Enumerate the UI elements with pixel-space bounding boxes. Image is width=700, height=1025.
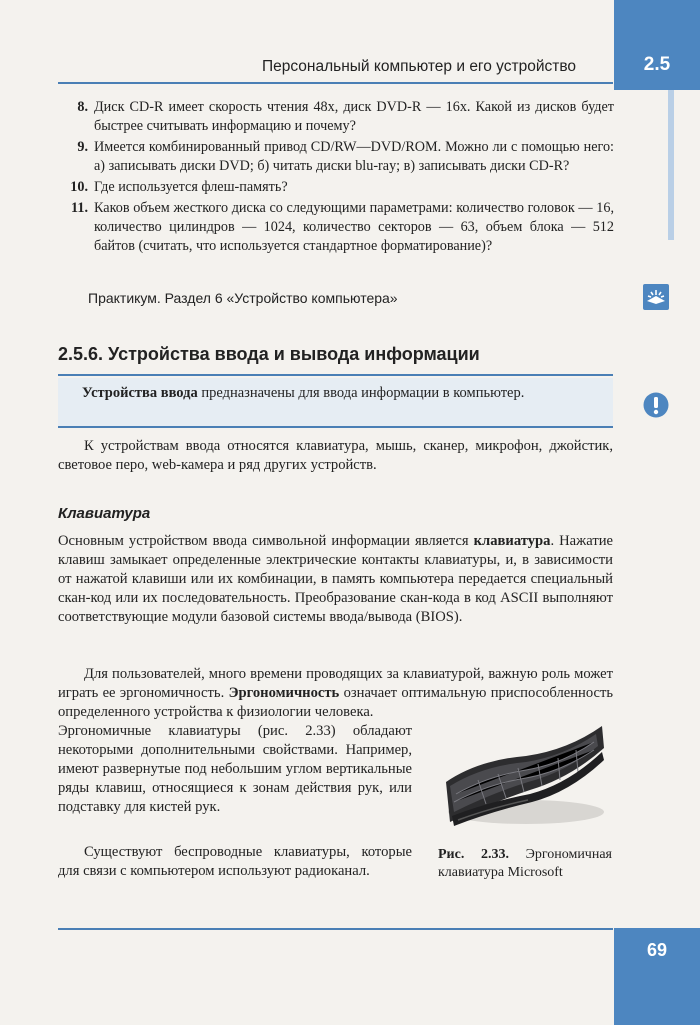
question-number: 10. bbox=[70, 179, 88, 195]
section-tab bbox=[614, 0, 700, 90]
ergonomics-paragraph-rest: означает оптимальную приспособленность определенного устройства к физиологии человека. bbox=[58, 685, 613, 720]
keyboard-paragraph-rest: . Нажатие клавиш замыкает определенные электрические контакты клавиатуры, и, в зависимости от нажатой клавиши или их комбинации, в память компьютера передается специальный скан-код или их последовательность. Преобразование скан-кода в код ASCII выполняют соответствующие модули базовой системы ввода/вывода (BIOS). bbox=[58, 533, 613, 625]
practicum-reference: Практикум. Раздел 6 «Устройство компьютера» bbox=[88, 290, 398, 306]
page-number-tab bbox=[614, 928, 700, 1025]
question-item bbox=[62, 138, 614, 176]
running-header-title: Персональный компьютер и его устройство bbox=[262, 58, 577, 75]
definition-box bbox=[58, 378, 613, 428]
question-number: 9. bbox=[77, 139, 88, 155]
question-item bbox=[62, 199, 614, 256]
question-text: Имеется комбинированный привод CD/RW—DVD/ROM. Можно ли с помощью него: а) записывать диски DVD; б) читать диски blu-ray; в) записывать диски CD-R? bbox=[94, 139, 614, 174]
section-tab-strip bbox=[668, 90, 674, 240]
section-tab-label: 2.5 bbox=[643, 54, 671, 75]
ergonomic-keyboards-paragraph: Эргономичные клавиатуры (рис. 2.33) обладают некоторыми дополнительными свойствами. Например, имеют развернутые под небольшим углом вертикальные ряды клавиш, относящиеся к зонам действия рук, или подставку для кистей рук. bbox=[58, 723, 412, 815]
question-item bbox=[62, 178, 614, 197]
keyboard-term: клавиатура bbox=[473, 533, 551, 549]
question-text: Каков объем жесткого диска со следующими параметрами: количество головок — 16, количество цилиндров — 1024, количество секторов — 63, объем блока — 512 байтов (считать, что используется стандартное форматирование)? bbox=[94, 200, 614, 254]
ergonomic-keyboard-image bbox=[438, 720, 608, 835]
header-rule bbox=[58, 82, 613, 84]
question-text: Где используется флеш-память? bbox=[94, 179, 288, 195]
section-heading: 2.5.6. Устройства ввода и вывода информации bbox=[58, 344, 480, 364]
important-icon bbox=[643, 392, 669, 418]
question-number: 11. bbox=[71, 200, 88, 216]
input-devices-paragraph: К устройствам ввода относятся клавиатура, мышь, сканер, микрофон, джойстик, световое перо, web-камера и ряд других устройств. bbox=[58, 438, 613, 473]
keyboard-paragraph bbox=[58, 532, 613, 627]
question-number: 8. bbox=[77, 99, 88, 115]
ergonomics-paragraph-start: Для пользователей, много времени проводящих за клавиатурой, важную роль может играть ее эргономичность. bbox=[58, 666, 613, 701]
page-number: 69 bbox=[646, 940, 668, 960]
footer-rule bbox=[58, 928, 613, 930]
definition-term: Устройства ввода bbox=[82, 385, 198, 401]
figure-caption bbox=[438, 846, 612, 882]
figure-number: Рис. 2.33. bbox=[438, 847, 509, 862]
question-list bbox=[62, 98, 614, 258]
section-heading-rule bbox=[58, 374, 613, 376]
question-item bbox=[62, 98, 614, 136]
definition-text: предназначены для ввода информации в компьютер. bbox=[197, 385, 525, 401]
figure-caption-text: Эргономичная клавиатура Microsoft bbox=[438, 847, 612, 880]
practicum-icon bbox=[643, 284, 669, 310]
keyboard-paragraph-start: Основным устройством ввода символьной информации является bbox=[58, 533, 474, 549]
wireless-keyboards-paragraph: Существуют беспроводные клавиатуры, которые для связи с компьютером используют радиоканал. bbox=[58, 844, 412, 879]
keyboard-subheading: Клавиатура bbox=[58, 505, 151, 522]
ergonomics-paragraph bbox=[58, 665, 613, 722]
ergonomics-term: Эргономичность bbox=[228, 685, 340, 701]
question-text: Диск CD-R имеет скорость чтения 48х, диск DVD-R — 16х. Какой из дисков будет быстрее считывать информацию и почему? bbox=[94, 99, 614, 134]
